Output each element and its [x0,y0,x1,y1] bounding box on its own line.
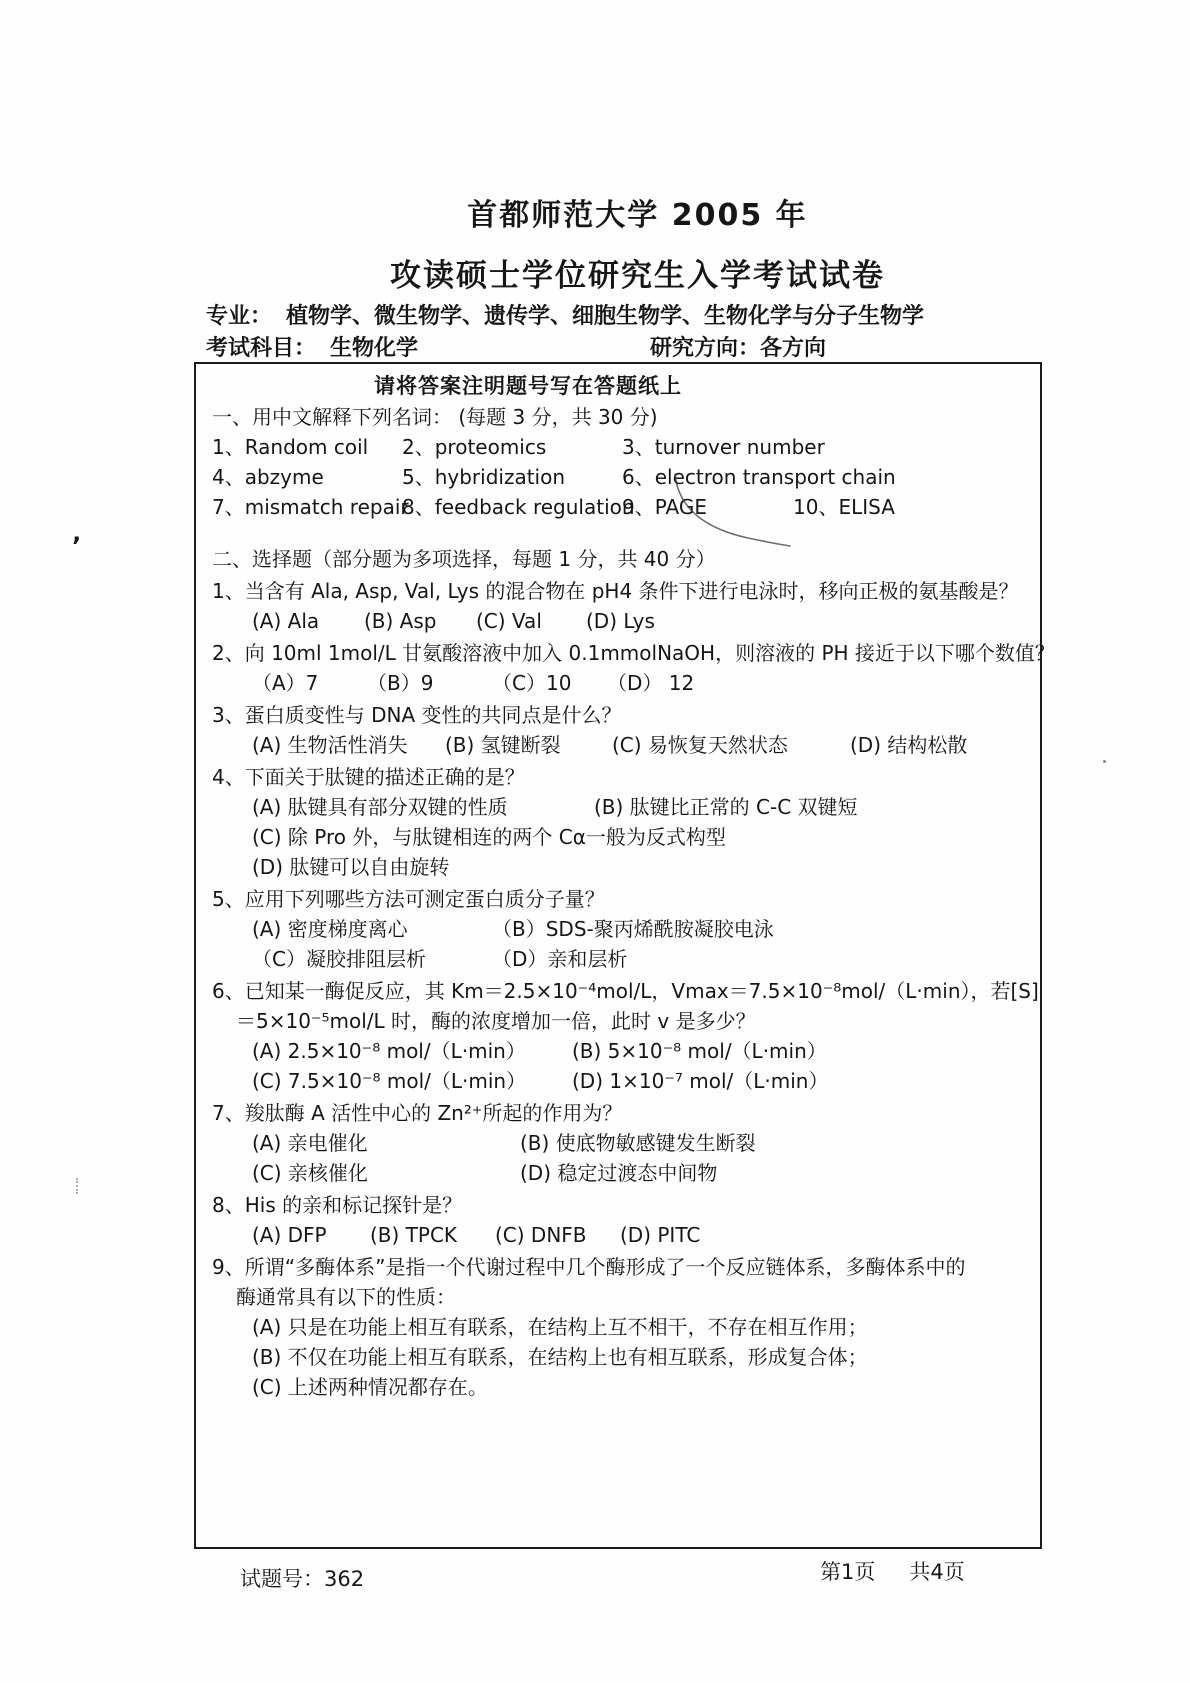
question-2-stem: 2、向 10ml 1mol/L 甘氨酸溶液中加入 0.1mmolNaOH，则溶液的 PH 接近于以下哪个数值？ [212,641,1055,665]
option-c: (C) Val [476,609,542,633]
page-indicator [820,1556,999,1586]
option-c: （C）10 [492,671,572,695]
subject-label: 考试科目： [206,336,317,361]
term-item: 7、mismatch repair [212,495,409,519]
option-a: (A) DFP [252,1223,327,1247]
page-total: 共4页 [909,1560,965,1584]
option-b: (B) 不仅在功能上相互有联系，在结构上也有相互联系，形成复合体； [252,1345,868,1369]
question-6-options-row1 [252,1036,1028,1066]
option-a: (A) 只是在功能上相互有联系，在结构上互不相干，不存在相互作用； [252,1315,868,1339]
option-a: (A) 生物活性消失 [252,733,408,757]
term-item: 3、turnover number [622,435,825,459]
direction-label: 研究方向： [650,336,761,361]
option-a: (A) 密度梯度离心 [252,917,408,941]
question-5-options-row1 [252,914,1028,944]
option-b: (B) 肽键比正常的 C-C 双键短 [594,795,858,819]
scan-dots-artifact [76,1178,80,1194]
section2-heading: 二、选择题（部分题为多项选择，每题 1 分，共 40 分） [212,547,716,571]
option-c: (C) DNFB [495,1223,587,1247]
question-5-stem: 5、应用下列哪些方法可测定蛋白质分子量？ [212,887,605,911]
option-d: (D) 1×10⁻⁷ mol/（L·min） [572,1069,829,1093]
option-a: （A）7 [252,671,319,695]
option-d: (D) 结构松散 [850,733,968,757]
exam-title-line1: 首都师范大学 2005 年 [467,198,808,233]
answer-notice: 请将答案注明题号写在答题纸上 [374,374,682,398]
option-d: (D) 稳定过渡态中间物 [520,1161,718,1185]
question-7-options-row1 [252,1128,1028,1158]
question-9-stem-line2: 酶通常具有以下的性质： [236,1285,456,1309]
option-b: (B) TPCK [370,1223,458,1247]
question-4-options-row1 [252,792,1028,822]
scan-smudge-mark: ’ [72,532,82,560]
option-a: (A) 肽键具有部分双键的性质 [252,795,508,819]
term-item: 8、feedback regulation [402,495,635,519]
question-3-options [252,730,1028,760]
term-item: 2、proteomics [402,435,547,459]
subject-line [206,331,1046,362]
question-3-stem: 3、蛋白质变性与 DNA 变性的共同点是什么？ [212,703,622,727]
exam-title-line2: 攻读硕士学位研究生入学考试试卷 [390,258,885,294]
option-a: (A) 2.5×10⁻⁸ mol/（L·min） [252,1039,526,1063]
option-c: (C) 除 Pro 外，与肽键相连的两个 Cα一般为反式构型 [252,825,726,849]
scan-dot-artifact [1103,760,1106,763]
option-b: (B) 使底物敏感键发生断裂 [520,1131,756,1155]
direction-value: 各方向 [760,336,827,361]
question-5-options-row2 [252,944,1028,974]
option-c: （C）凝胶排阻层析 [252,947,426,971]
option-d: （D）亲和层析 [492,947,628,971]
major-line [206,299,924,330]
term-item: 1、Random coil [212,435,369,459]
option-c: (C) 7.5×10⁻⁸ mol/（L·min） [252,1069,527,1093]
terms-grid [212,432,1028,522]
section1-heading: 一、用中文解释下列名词： (每题 3 分，共 30 分) [212,405,658,429]
option-d: (D) 肽键可以自由旋转 [252,855,450,879]
option-b: （B）SDS-聚丙烯酰胺凝胶电泳 [492,917,774,941]
question-2-options [252,668,1028,698]
paper-number: 试题号：362 [240,1567,365,1591]
option-b: (B) 氢键断裂 [445,733,561,757]
term-item: 6、electron transport chain [622,465,896,489]
option-b: （B）9 [367,671,434,695]
term-item: 5、hybridization [402,465,566,489]
question-9-stem-line1: 9、所谓“多酶体系”是指一个代谢过程中几个酶形成了一个反应链体系，多酶体系中的 [212,1255,966,1279]
subject-value: 生物化学 [330,336,419,361]
term-item: 4、abzyme [212,465,324,489]
option-d: (D) PITC [620,1223,701,1247]
question-7-options-row2 [252,1158,1028,1188]
term-item: 10、ELISA [793,495,895,519]
question-6-options-row2 [252,1066,1028,1096]
option-b: (B) 5×10⁻⁸ mol/（L·min） [572,1039,827,1063]
option-c: (C) 上述两种情况都存在。 [252,1375,488,1399]
question-1-stem: 1、当含有 Ala, Asp, Val, Lys 的混合物在 pH4 条件下进行电泳时，移向正极的氨基酸是？ [212,579,1019,603]
question-8-options [252,1220,1028,1250]
term-item: 9、PAGE [622,495,707,519]
major-label: 专业： [206,304,273,329]
question-8-stem: 8、His 的亲和标记探针是？ [212,1193,463,1217]
page-number: 第1页 [820,1560,876,1584]
question-6-stem-line2: ＝5×10⁻⁵mol/L 时，酶的浓度增加一倍，此时 v 是多少？ [236,1009,756,1033]
question-7-stem: 7、羧肽酶 A 活性中心的 Zn²⁺所起的作用为？ [212,1101,623,1125]
major-value: 植物学、微生物学、遗传学、细胞生物学、生物化学与分子生物学 [286,304,925,329]
answer-area-box [194,362,1055,1549]
direction-group [650,331,826,362]
option-a: (A) 亲电催化 [252,1131,368,1155]
question-1-options [252,606,1028,636]
option-d: （D） 12 [607,671,695,695]
question-6-stem-line1: 6、已知某一酶促反应，其 Km＝2.5×10⁻⁴mol/L，Vmax＝7.5×10⁻⁸mol/（L·min），若[S] [212,979,1039,1003]
question-4-stem: 4、下面关于肽键的描述正确的是？ [212,765,525,789]
option-a: (A) Ala [252,609,320,633]
option-b: (B) Asp [364,609,437,633]
option-c: (C) 亲核催化 [252,1161,368,1185]
option-c: (C) 易恢复天然状态 [612,733,788,757]
option-d: (D) Lys [586,609,655,633]
